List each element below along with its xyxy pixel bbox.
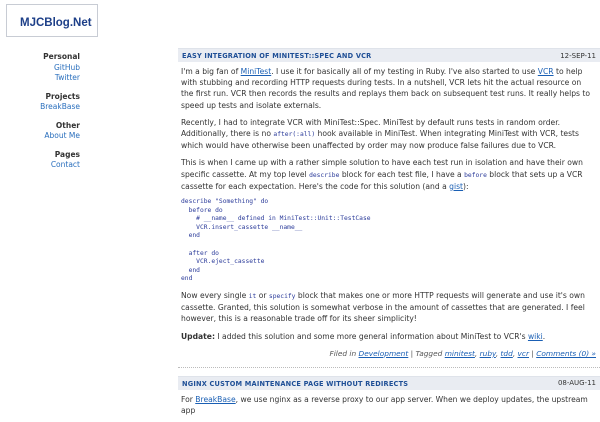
- code-line: before do: [181, 206, 223, 214]
- wiki-link[interactable]: wiki: [527, 331, 543, 341]
- code-line: end: [181, 275, 193, 283]
- code-line: after do: [181, 249, 219, 257]
- inline-code: it: [248, 292, 257, 300]
- code-line: end: [181, 232, 200, 240]
- code-line: # __name__ defined in MiniTest::Unit::TestCase: [181, 215, 371, 223]
- tag-link-vcr[interactable]: vcr: [517, 348, 529, 358]
- sidebar-group-projects: [0, 92, 80, 113]
- post-body: [178, 62, 600, 359]
- post-date: 12-SEP-11: [560, 51, 596, 60]
- sidebar-link-contact[interactable]: Contact: [50, 160, 80, 169]
- code-line: end: [181, 266, 200, 274]
- sidebar-heading-pages: Pages: [54, 149, 80, 159]
- sidebar-link-about-me[interactable]: About Me: [44, 131, 80, 140]
- code-block: [181, 198, 596, 284]
- inline-code: specify: [268, 292, 296, 300]
- post-nginx-maintenance: [178, 376, 600, 416]
- sidebar-group-other: [0, 121, 80, 142]
- post-title-link[interactable]: EASY INTEGRATION OF MINITEST::SPEC AND VCR: [182, 52, 372, 60]
- post-minitest-vcr: [178, 48, 600, 359]
- inline-code: describe: [309, 171, 340, 179]
- sidebar-link-breakbase[interactable]: BreakBase: [40, 102, 80, 111]
- post-header: [178, 48, 600, 62]
- post-meta: Filed in Development | Tagged minitest, ruby, tdd, vcr | Comments (0) »: [329, 348, 596, 358]
- sidebar-link-github[interactable]: GitHub: [54, 62, 80, 72]
- post-paragraph: I'm a big fan of MiniTest. I use it for basically all of my testing in Ruby. I've also started to use VCR to help with stubbing and recording HTTP requests during tests. In a nutshell, VCR lets hit the actual resource on the first run. VCR then records the results and replays them back on subsequent test runs. It really helps to speed up tests and isolate externals.: [181, 67, 591, 110]
- sidebar-heading-other: Other: [55, 120, 80, 130]
- update-label: Update:: [181, 331, 215, 341]
- vcr-link[interactable]: VCR: [537, 67, 554, 76]
- comments-link[interactable]: Comments (0) »: [536, 348, 596, 358]
- inline-code: before: [464, 171, 487, 179]
- post-paragraph: For BreakBase, we use nginx as a reverse proxy to our app server. When we deploy updates, the upstream app: [181, 394, 588, 416]
- sidebar-heading-personal: Personal: [43, 52, 80, 61]
- post-date: 08-AUG-11: [557, 379, 596, 388]
- main-content: [178, 48, 600, 422]
- post-paragraph: Now every single it or specify block that makes one or more HTTP requests will generate and use it's own cassette. Granted, this solution is somewhat verbose in the amount of cassettes that are generated. I feel however, this is a reasonable trade off for its sheer simplicity!: [181, 290, 585, 324]
- post-body: [178, 390, 600, 416]
- sidebar: [0, 52, 80, 179]
- tag-link-tdd[interactable]: tdd: [500, 348, 513, 358]
- sidebar-heading-projects: Projects: [45, 91, 80, 101]
- code-line: VCR.eject_cassette: [181, 258, 265, 266]
- sidebar-group-personal: [0, 52, 80, 84]
- tag-link-ruby[interactable]: ruby: [479, 348, 496, 358]
- gist-link[interactable]: gist: [449, 181, 464, 191]
- code-line: VCR.insert_cassette __name__: [181, 223, 303, 231]
- post-paragraph: This is when I came up with a rather simple solution to have each test run in isolation and have their own specific cassette. At my top level describe block for each test file, I have a before block that sets up a VCR cassette for each expectation. Here's the code for this solution (and a gist):: [181, 158, 583, 191]
- tag-link-minitest[interactable]: minitest: [444, 348, 475, 358]
- sidebar-group-pages: [0, 150, 80, 171]
- post-paragraph: Recently, I had to integrate VCR with MiniTest::Spec. MiniTest by default runs tests in random order. Additionally, there is no after(:all) hook available in MiniTest. When integrating MiniTest with VCR, tests which would have otherwise been unaffected by order may now produce false failures due to VCR.: [181, 117, 579, 151]
- post-divider: [178, 367, 600, 368]
- post-title-link[interactable]: NGINX CUSTOM MAINTENANCE PAGE WITHOUT REDIRECTS: [182, 379, 409, 388]
- sidebar-link-twitter[interactable]: Twitter: [54, 73, 80, 82]
- minitest-link[interactable]: MiniTest: [240, 67, 272, 76]
- breakbase-link[interactable]: BreakBase: [195, 394, 236, 404]
- category-link[interactable]: Development: [358, 348, 409, 358]
- inline-code: after(:all): [273, 131, 316, 139]
- code-line: describe "Something" do: [181, 198, 269, 206]
- post-header: [178, 376, 600, 390]
- site-logo[interactable]: MJCBlog.Net: [6, 4, 98, 37]
- post-paragraph: Update: I added this solution and some more general information about MiniTest to VCR's wiki.: [181, 331, 546, 341]
